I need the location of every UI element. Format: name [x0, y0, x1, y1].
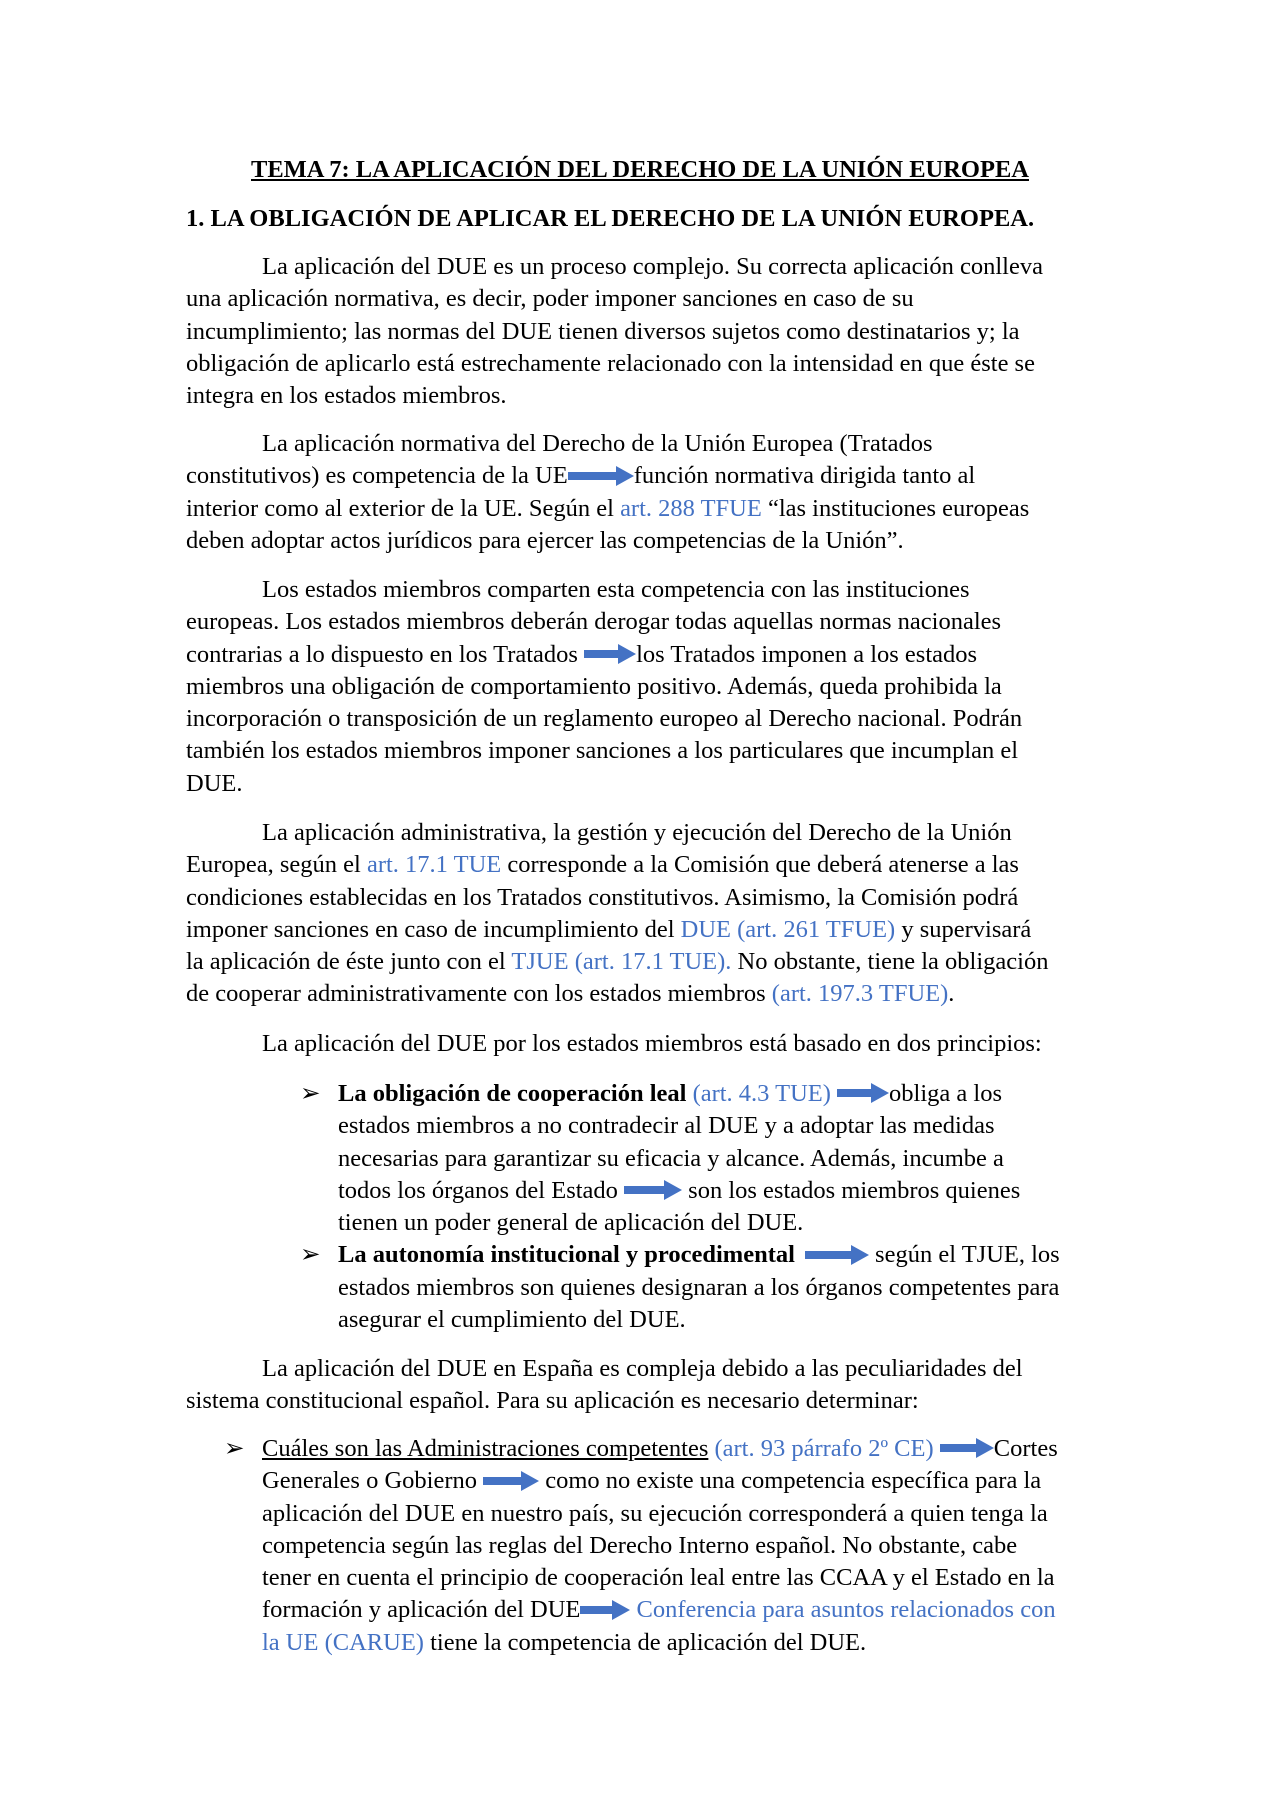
legal-reference: (art. 197.3 TFUE) — [771, 980, 949, 1008]
text-line: La aplicación administrativa, la gestión y ejecución del Derecho de la Unión — [262, 819, 1012, 846]
text-span: los Tratados imponen a los estados — [636, 640, 978, 668]
bullet-arrowhead-icon: ➢ — [300, 1241, 321, 1269]
text-line — [338, 1175, 1238, 1207]
text-span: . — [948, 980, 955, 1008]
text-line: europeas. Los estados miembros deberán derogar todas aquellas normas nacionales — [186, 608, 1002, 636]
text-span: interior como al exterior de la UE. Según el — [186, 494, 621, 522]
text-span: de cooperar administrativamente con los estados miembros — [186, 980, 772, 1008]
list-item — [224, 1433, 1122, 1659]
text-span: Cortes — [993, 1435, 1058, 1462]
text-line: La aplicación del DUE es un proceso complejo. Su correcta aplicación conlleva — [262, 253, 1043, 280]
text-line: incorporación o transposición de un reglamento europeo al Derecho nacional. Podrán — [186, 705, 1023, 733]
legal-reference: art. 17.1 TUE — [366, 851, 502, 879]
right-arrow-icon — [940, 1437, 994, 1459]
text-line: tener en cuenta el principio de cooperación leal entre las CCAA y el Estado en la — [262, 1564, 1055, 1592]
text-line: integra en los estados miembros. — [186, 382, 507, 410]
text-line: necesarias para garantizar su eficacia y alcance. Además, incumbe a — [338, 1144, 1004, 1172]
text-span: y supervisará — [895, 915, 1032, 943]
text-line: condiciones establecidas en los Tratados constitutivos. Asimismo, la Comisión podrá — [186, 883, 1019, 911]
text-line: deben adoptar actos jurídicos para ejercer las competencias de la Unión”. — [186, 526, 904, 554]
text-line — [262, 1433, 1122, 1465]
text-span: No obstante, tiene la obligación — [731, 948, 1049, 976]
text-span: tiene la competencia de aplicación del DUE. — [423, 1628, 867, 1656]
right-arrow-icon — [584, 643, 636, 665]
text-span: obliga a los — [889, 1080, 1002, 1107]
text-line — [338, 1239, 1238, 1271]
text-line: aplicación del DUE en nuestro país, su ejecución corresponderá a quien tenga la — [262, 1499, 1048, 1527]
text-span: constitutivos) es competencia de la UE — [186, 462, 568, 490]
text-span: como no existe una competencia específica para la — [539, 1467, 1042, 1495]
text-line: La aplicación normativa del Derecho de la Unión Europea (Tratados — [262, 430, 933, 457]
text-line: sistema constitucional español. Para su aplicación es necesario determinar: — [186, 1387, 919, 1415]
text-line: obligación de aplicarlo está estrechamente relacionado con la intensidad en que éste se — [186, 349, 1035, 377]
text-line — [262, 1594, 1122, 1626]
underlined-term: Cuáles son las Administraciones competentes — [262, 1435, 709, 1462]
text-line: estados miembros a no contradecir al DUE y a adoptar las medidas — [338, 1112, 995, 1140]
text-line — [186, 849, 1106, 881]
right-arrow-icon — [624, 1179, 682, 1201]
section-heading: 1. LA OBLIGACIÓN DE APLICAR EL DERECHO DE LA UNIÓN EUROPEA. — [186, 205, 1035, 232]
text-line: tienen un poder general de aplicación del DUE. — [338, 1209, 804, 1237]
legal-reference: DUE (art. 261 TFUE) — [680, 915, 896, 943]
text-line — [186, 978, 1106, 1010]
right-arrow-icon — [483, 1470, 539, 1492]
text-line: incumplimiento; las normas del DUE tienen diversos sujetos como destinatarios y; la — [186, 317, 1020, 345]
text-span: según el TJUE, los — [868, 1241, 1060, 1269]
text-line: DUE. — [186, 769, 243, 797]
text-line: miembros una obligación de comportamiento positivo. Además, queda prohibida la — [186, 672, 1002, 700]
paragraph-1 — [186, 251, 1106, 412]
bold-term: La obligación de cooperación leal — [338, 1080, 687, 1107]
legal-reference: (art. 93 párrafo 2º CE) — [708, 1435, 940, 1462]
list-item — [300, 1078, 1238, 1239]
right-arrow-icon — [580, 1599, 630, 1621]
legal-reference: la UE (CARUE) — [262, 1628, 424, 1656]
text-span: son los estados miembros quienes — [682, 1176, 1021, 1204]
text-line: competencia según las reglas del Derecho Interno español. No obstante, cabe — [262, 1531, 1018, 1559]
paragraph-4 — [186, 817, 1106, 1011]
text-line: estados miembros son quienes designaran a los órganos competentes para — [338, 1273, 1060, 1301]
text-line — [262, 1465, 1122, 1497]
right-arrow-icon — [805, 1244, 869, 1266]
text-line: una aplicación normativa, es decir, poder imponer sanciones en caso de su — [186, 285, 914, 313]
page-title: TEMA 7: LA APLICACIÓN DEL DERECHO DE LA UNIÓN EUROPEA — [251, 156, 1029, 183]
text-span: todos los órganos del Estado — [338, 1176, 625, 1204]
text-line: también los estados miembros imponer sanciones a los particulares que incumplan el — [186, 737, 1019, 765]
determination-list — [224, 1433, 1122, 1659]
paragraph-3 — [186, 574, 1106, 800]
text-line — [186, 639, 1106, 671]
right-arrow-icon — [837, 1082, 889, 1104]
legal-reference: art. 288 TFUE — [620, 494, 762, 522]
bullet-arrowhead-icon: ➢ — [300, 1080, 321, 1107]
text-line: Los estados miembros comparten esta competencia con las instituciones — [262, 576, 970, 603]
bullet-arrowhead-icon: ➢ — [224, 1435, 245, 1462]
text-line — [262, 1627, 1122, 1659]
paragraph-2 — [186, 428, 1106, 557]
text-line — [338, 1078, 1238, 1110]
paragraph-6 — [186, 1353, 1106, 1418]
paragraph-5 — [186, 1028, 1106, 1060]
principles-list — [300, 1078, 1238, 1336]
text-span: imponer sanciones en caso de incumplimiento del — [186, 915, 681, 943]
legal-reference: Conferencia para asuntos relacionados con — [630, 1596, 1056, 1624]
text-span: “las instituciones europeas — [761, 494, 1030, 522]
text-span: Europea, según el — [186, 851, 367, 879]
text-line — [186, 460, 1106, 492]
right-arrow-icon — [568, 465, 634, 487]
text-span: Generales o Gobierno — [262, 1467, 484, 1495]
text-line — [186, 914, 1106, 946]
text-span: corresponde a la Comisión que deberá atenerse a las — [501, 851, 1019, 879]
text-line — [186, 946, 1106, 978]
list-item — [300, 1239, 1238, 1336]
text-line: La aplicación del DUE por los estados miembros está basado en dos principios: — [262, 1030, 1042, 1057]
bold-term: La autonomía institucional y procedimental — [338, 1241, 795, 1269]
text-span: contrarias a lo dispuesto en los Tratados — [186, 640, 585, 668]
legal-reference: TJUE (art. 17.1 TUE). — [511, 948, 732, 976]
legal-reference: (art. 4.3 TUE) — [686, 1080, 838, 1107]
text-line — [186, 493, 1106, 525]
text-span: función normativa dirigida tanto al — [633, 462, 976, 490]
text-span: la aplicación de éste junto con el — [186, 948, 512, 976]
text-span: formación y aplicación del DUE — [262, 1596, 581, 1624]
text-line: La aplicación del DUE en España es compleja debido a las peculiaridades del — [262, 1355, 1023, 1382]
text-line: asegurar el cumplimiento del DUE. — [338, 1306, 686, 1334]
